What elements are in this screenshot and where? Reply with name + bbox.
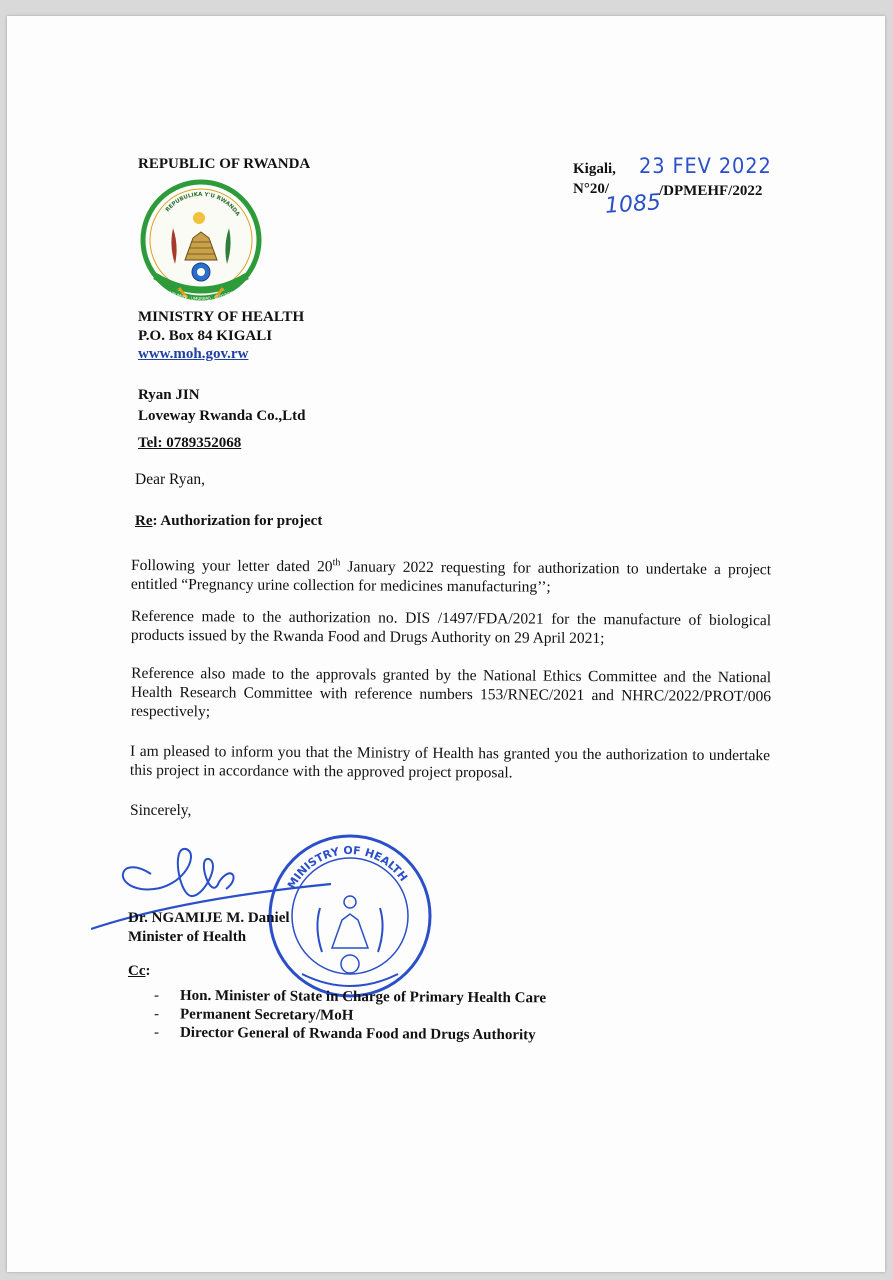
cc-label-text: Cc [128,963,146,979]
body-paragraph-3: Reference also made to the approvals granted by the National Ethics Committee and the National Health Research Committee with reference numbers 153/RNEC/2021 and NHRC/2022/PROT/006 respectively; [130,664,772,721]
body-paragraph-2: Reference made to the authorization no. DIS /1497/FDA/2021 for the manufacture of biological products issued by the Rwanda Food and Drugs Authority on 29 April 2021; [130,607,772,648]
emblem-motto: UBUMWE - UMURIMO - GUKUNDA I [168,288,237,302]
signatory-title: Minister of Health [128,929,247,945]
country-heading: REPUBLIC OF RWANDA [138,156,311,172]
recipient-company: Loveway Rwanda Co.,Ltd [138,408,306,424]
ref-prefix: N°20/ [573,181,609,197]
p1-superscript: th [332,557,341,569]
cc-item-text: Hon. Minister of State in Charge of Primary Health Care [179,987,547,1007]
po-box: P.O. Box 84 KIGALI [138,328,273,344]
body-paragraph-1 [131,552,771,599]
cc-colon: : [145,963,151,979]
ref-number-handwritten: 1085 [604,190,662,219]
cc-label [128,962,151,981]
salutation: Dear Ryan, [135,471,205,488]
body-paragraph-4: I am pleased to inform you that the Ministry of Health has granted you the authorization to undertake this project in accordance with the approved project proposal. [129,742,771,782]
cc-item-text: Permanent Secretary/MoH [179,1006,354,1024]
cc-item: - Director General of Rwanda Food and Drugs Authority [153,1024,536,1044]
subject-text: : Authorization for project [152,513,323,529]
ministry-heading: MINISTRY OF HEALTH [138,309,305,325]
p1-text-a: Following your letter dated 20 [131,556,333,576]
signatory-name: Dr. NGAMIJE M. Daniel [128,910,290,926]
subject-line [135,512,322,531]
dateline-place: Kigali, [573,161,616,177]
stamp-text: MINISTRY OF HEALTH [285,843,410,892]
recipient-name: Ryan JIN [138,387,200,403]
website-link[interactable]: www.moh.gov.rw [138,346,249,362]
subject-re-label: Re [135,513,153,529]
emblem-top-text: REPUBULIKA Y'U RWANDA [164,191,241,218]
date-stamp: 23 FEV 2022 [639,154,772,178]
p1-text-b: January 2022 requesting for authorization to undertake a project entitled “Pregnancy urine collection for medicines manufacturing’’; [130,558,772,596]
cc-item: - Hon. Minister of State in Charge of Primary Health Care [153,987,547,1007]
rwanda-emblem-icon [135,176,267,308]
ref-suffix: /DPMEHF/2022 [659,183,763,199]
letter-page [7,16,885,1272]
recipient-tel: Tel: 0789352068 [138,435,242,451]
closing: Sincerely, [130,802,192,819]
cc-item: - Permanent Secretary/MoH [153,1006,354,1024]
cc-item-text: Director General of Rwanda Food and Drugs Authority [179,1024,536,1044]
